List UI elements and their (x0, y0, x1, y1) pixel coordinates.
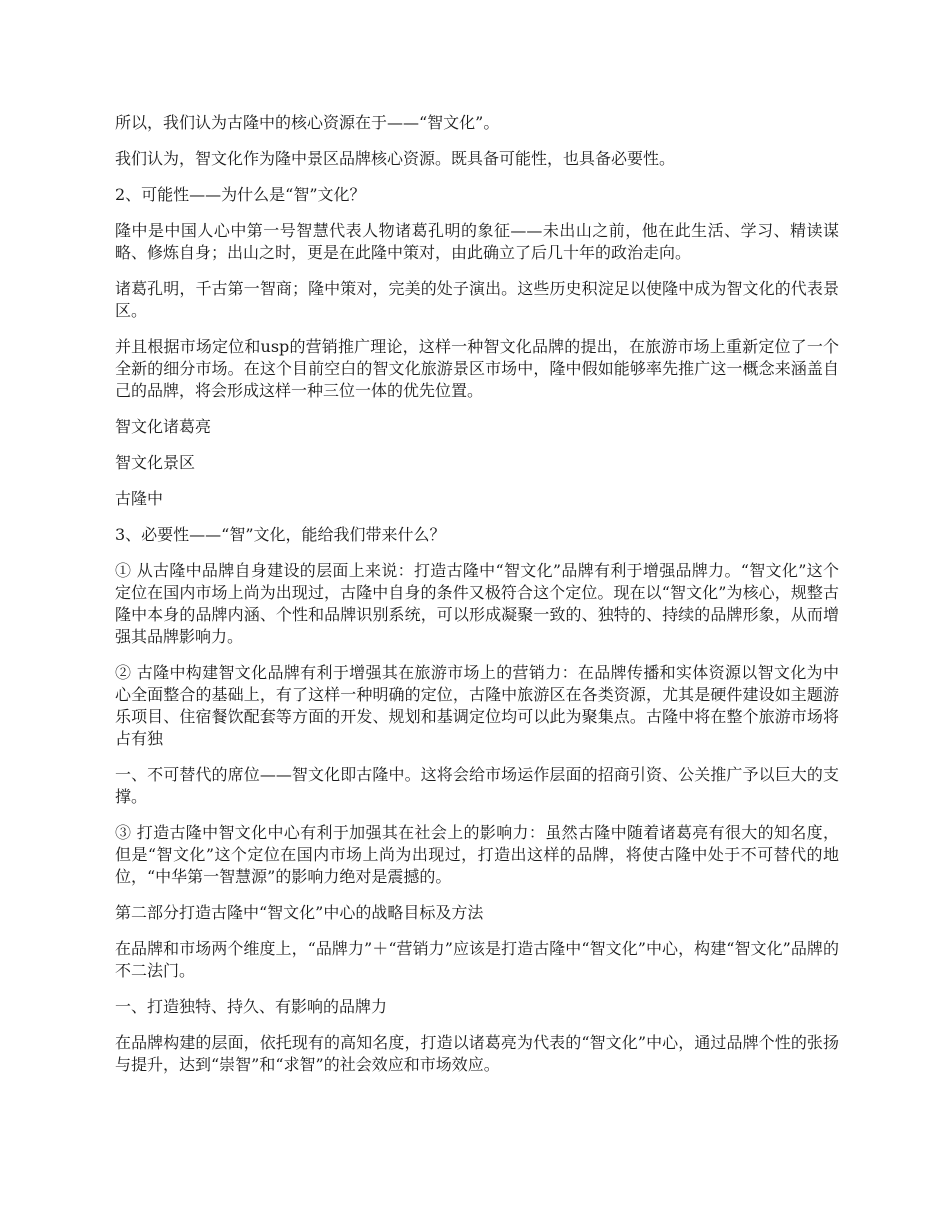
paragraph-conclusion: 所以，我们认为古隆中的核心资源在于——“智文化”。 (115, 113, 500, 132)
paragraph-longzhong-symbol: 隆中是中国人心中第一号智慧代表人物诸葛孔明的象征——未出山之前，他在此生活、学习、精读谋略、修炼自身；出山之时，更是在此隆中策对，由此确立了后几十年的政治走向。 (115, 221, 839, 262)
paragraph-point-two: ② 古隆中构建智文化品牌有利于增强其在旅游市场上的营销力：在品牌传播和实体资源以智文化为中心全面整合的基础上，有了这样一种明确的定位，古隆中旅游区在各类资源，尤其是硬件建设如主题游乐项目、住宿餐饮配套等方面的开发、规划和基调定位均可以此为聚集点。古隆中将在整个旅游市场将占有独 (115, 663, 839, 748)
paragraph-point-three: ③ 打造古隆中智文化中心有利于加强其在社会上的影响力：虽然古隆中随着诸葛亮有很大的知名度，但是“智文化”这个定位在国内市场上尚为出现过，打造出这样的品牌，将使古隆中处于不可替代的地位，“中华第一智慧源”的影响力绝对是震撼的。 (115, 823, 839, 886)
paragraph-brand-marketing: 在品牌和市场两个维度上，“品牌力”＋“营销力”应该是打造古隆中“智文化”中心，构建“智文化”品牌的不二法门。 (115, 939, 839, 980)
paragraph-core-resource: 我们认为，智文化作为隆中景区品牌核心资源。既具备可能性，也具备必要性。 (115, 149, 676, 168)
heading-possibility: 2、可能性——为什么是“智”文化？ (115, 185, 366, 204)
list-item-zhuge-liang: 智文化诸葛亮 (115, 417, 212, 436)
document-page (115, 112, 839, 1090)
paragraph-irreplaceable: 一、不可替代的席位——智文化即古隆中。这将会给市场运作层面的招商引资、公关推广予以巨大的支撑。 (115, 765, 839, 806)
list-item-gu-longzhong: 古隆中 (115, 489, 164, 508)
heading-brand-power: 一、打造独特、持久、有影响的品牌力 (115, 997, 388, 1016)
paragraph-brand-building: 在品牌构建的层面，依托现有的高知名度，打造以诸葛亮为代表的“智文化”中心，通过品牌个性的张扬与提升，达到“崇智”和“求智”的社会效应和市场效应。 (115, 1033, 839, 1074)
paragraph-usp-theory: 并且根据市场定位和usp的营销推广理论，这样一种智文化品牌的提出，在旅游市场上重新定位了一个全新的细分市场。在这个目前空白的智文化旅游景区市场中，隆中假如能够率先推广这一概念来涵盖自己的品牌，将会形成这样一种三位一体的优先位置。 (115, 337, 839, 400)
paragraph-zhuge-kongming: 诸葛孔明，千古第一智商；隆中策对，完美的处子演出。这些历史积淀足以使隆中成为智文化的代表景区。 (115, 279, 839, 320)
paragraph-point-one: ① 从古隆中品牌自身建设的层面上来说：打造古隆中“智文化”品牌有利于增强品牌力。“智文化”这个定位在国内市场上尚为出现过，古隆中自身的条件又极符合这个定位。现在以“智文化”为核心，规整古隆中本身的品牌内涵、个性和品牌识别系统，可以形成凝聚一致的、独特的、持续的品牌形象，从而增强其品牌影响力。 (115, 561, 839, 646)
heading-necessity: 3、必要性——“智”文化，能给我们带来什么？ (115, 525, 446, 544)
list-item-scenic-area: 智文化景区 (115, 453, 196, 472)
heading-part-two: 第二部分打造古隆中“智文化”中心的战略目标及方法 (115, 903, 484, 922)
